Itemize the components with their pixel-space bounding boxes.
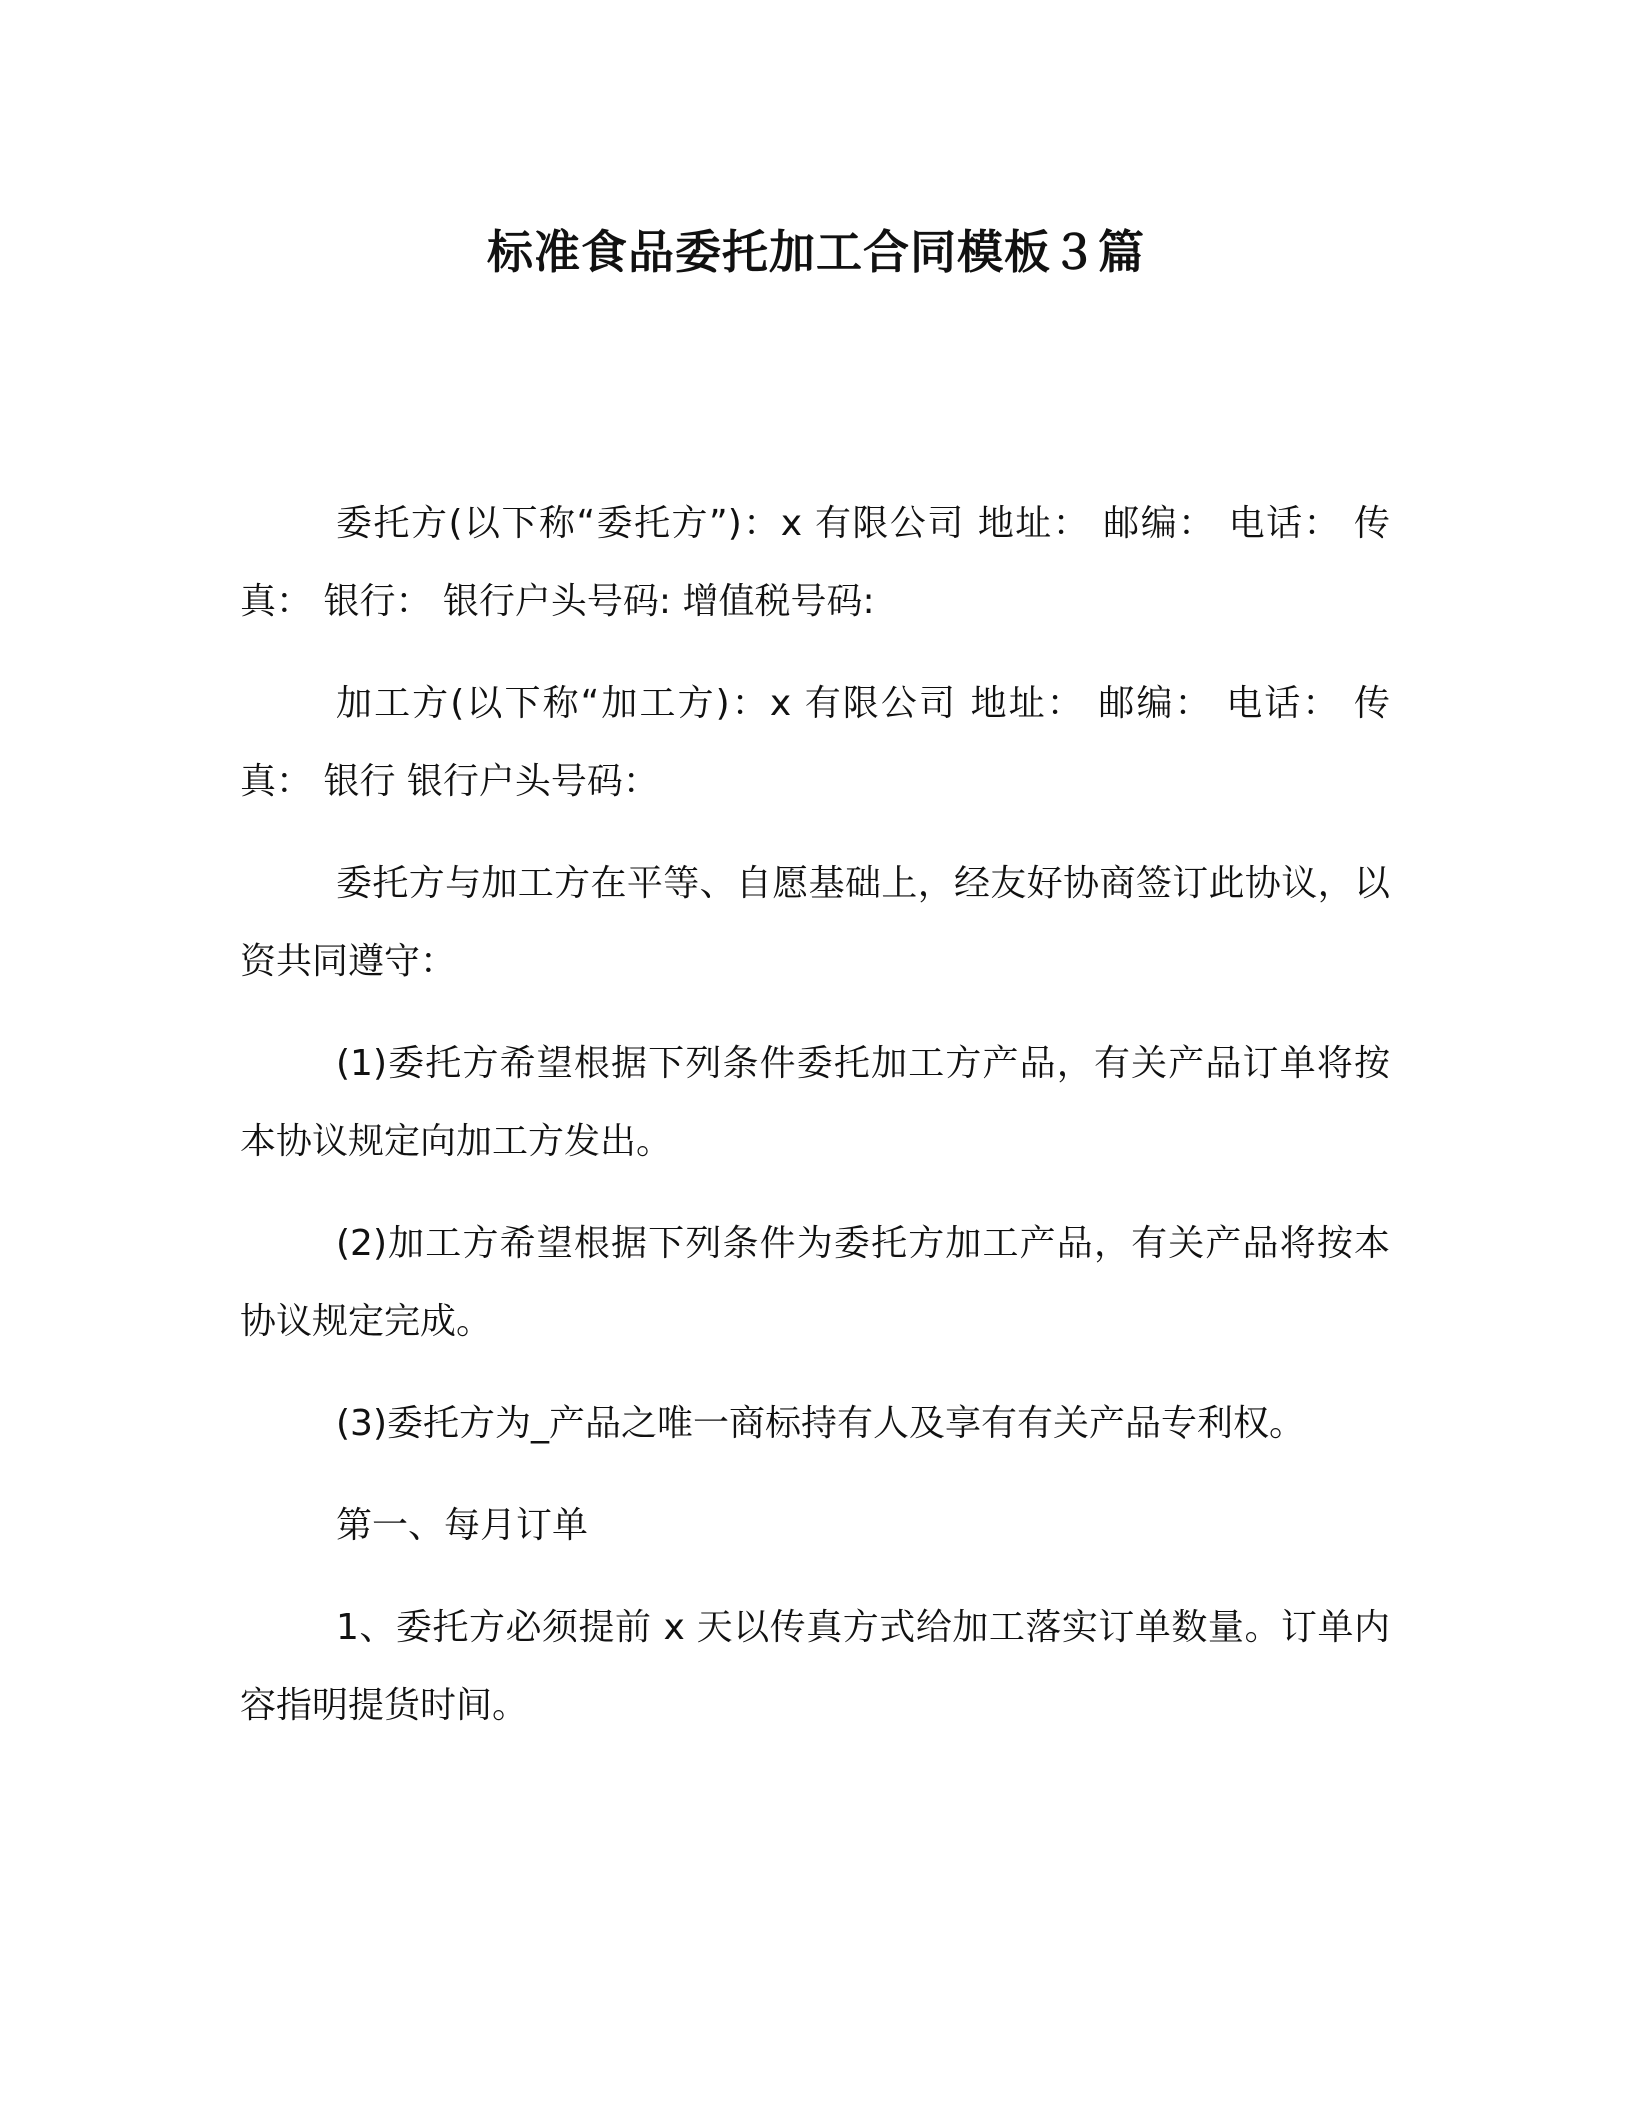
document-title: 标准食品委托加工合同模板３篇 [487,225,1145,279]
paragraph-clause-2: (2)加工方希望根据下列条件为委托方加工产品，有关产品将按本协议规定完成。 [240,1223,1390,1342]
paragraph-processor-info: 加工方(以下称“加工方)：x 有限公司 地址： 邮编： 电话： 传真： 银行 银行户头号码： [240,683,1390,802]
paragraph-client-info: 委托方(以下称“委托方”)：x 有限公司 地址： 邮编： 电话： 传真： 银行： 银行户头号码: 增值税号码: [240,503,1390,622]
document-body [240,485,1390,1769]
section-heading-monthly-orders: 第一、每月订单 [336,1505,589,1546]
paragraph-clause-1: (1)委托方希望根据下列条件委托加工方产品，有关产品订单将按本协议规定向加工方发出。 [240,1043,1390,1162]
paragraph-clause-3: (3)委托方为_产品之唯一商标持有人及享有有关产品专利权。 [336,1403,1305,1444]
paragraph-order-item-1: 1、委托方必须提前 x 天以传真方式给加工落实订单数量。订单内容指明提货时间。 [240,1607,1390,1726]
paragraph-agreement-intro: 委托方与加工方在平等、自愿基础上，经友好协商签订此协议，以资共同遵守： [240,863,1390,982]
